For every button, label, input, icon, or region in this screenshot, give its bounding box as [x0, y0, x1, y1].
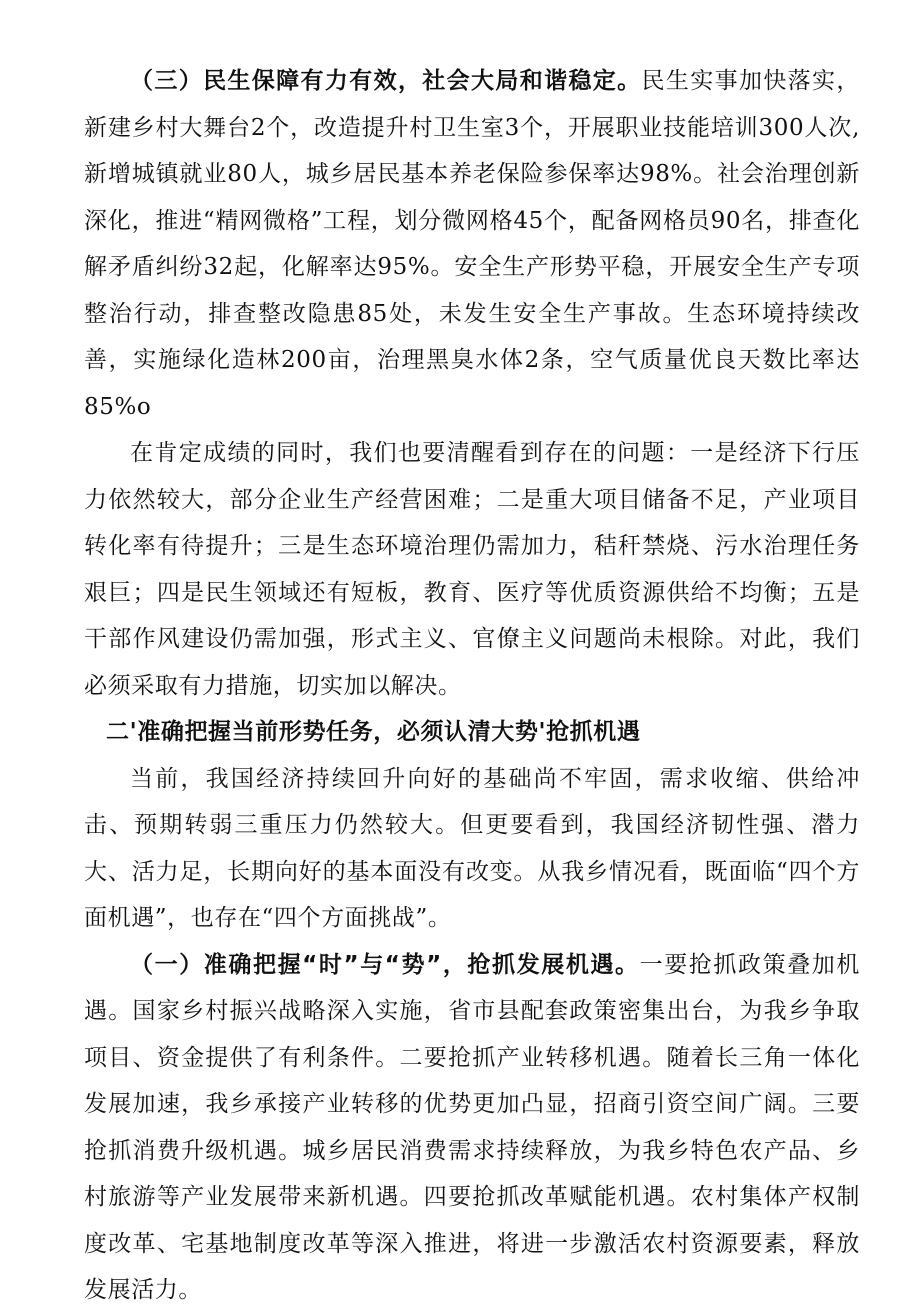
section-heading: 二'准确把握当前形势任务，必须认清大势'抢抓机遇 — [106, 719, 641, 745]
paragraph-lead: （一）准确把握“时”与“势”，抢抓发展机遇。 — [130, 951, 640, 978]
paragraph-body: 一要抢抓政策叠加机遇。国家乡村振兴战略深入实施，省市县配套政策密集出台，为我乡争取项目、资金提供了有利条件。二要抢抓产业转移机遇。随着长三角一体化发展加速，我乡承接产业转移的优势更加凸显，招商引资空间广阔。三要抢抓消费升级机遇。城乡居民消费需求持续释放，为我乡特色农产品、乡村旅游等产业发展带来新机遇。四要抢抓改革赋能机遇。农村集体产权制度改革、宅基地制度改革等深入推进，将进一步激活农村资源要素，释放发展活力。 — [84, 951, 860, 1303]
paragraph-situation: 当前，我国经济持续回升向好的基础尚不牢固，需求收缩、供给冲击、预期转弱三重压力仍然较大。但更要看到，我国经济韧性强、潜力大、活力足，长期向好的基本面没有改变。从我乡情况看，既面临“四个方面机遇”，也存在“四个方面挑战”。 — [84, 765, 860, 931]
paragraph-livelihood — [84, 58, 860, 430]
paragraph-lead: （三）民生保障有力有效，社会大局和谐稳定。 — [130, 68, 642, 94]
paragraph-body: 民生实事加快落实，新建乡村大舞台2个，改造提升村卫生室3个，开展职业技能培训300人次,新增城镇就业80人，城乡居民基本养老保险参保率达98%。社会治理创新深化，推进“精网微格”工程，划分微网格45个，配备网格员90名，排查化解矛盾纠纷32起，化解率达95%。安全生产形势平稳，开展安全生产专项整治行动，排查整改隐患85处，未发生安全生产事故。生态环境持续改善，实施绿化造林200亩，治理黑臭水体2条，空气质量优良天数比率达85%o — [84, 68, 860, 420]
document-page — [84, 58, 860, 1314]
paragraph-problems: 在肯定成绩的同时，我们也要清醒看到存在的问题：一是经济下行压力依然较大，部分企业生产经营困难；二是重大项目储备不足，产业项目转化率有待提升；三是生态环境治理仍需加力，秸秆禁烧、污水治理任务艰巨；四是民生领域还有短板，教育、医疗等优质资源供给不均衡；五是干部作风建设仍需加强，形式主义、官僚主义问题尚未根除。对此，我们必须采取有力措施，切实加以解决。 — [84, 440, 860, 699]
paragraph-opportunities — [84, 942, 860, 1314]
